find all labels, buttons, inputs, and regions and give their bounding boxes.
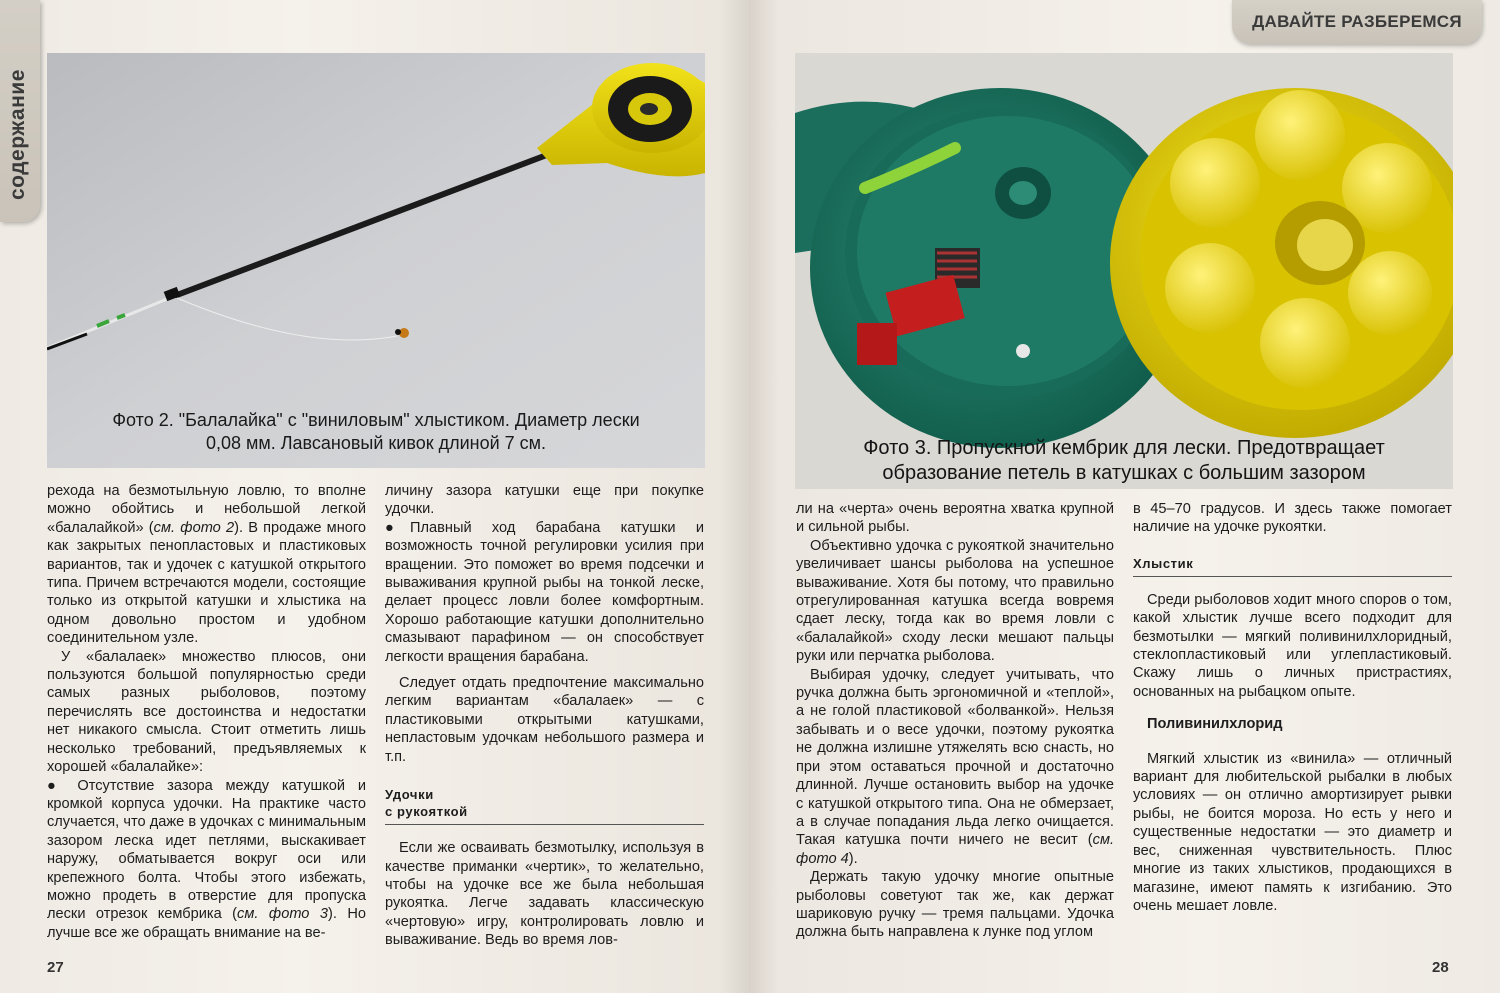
photo-2-caption-line1: Фото 2. "Балалайка" с "виниловым" хлыстиком. Диаметр лески xyxy=(112,410,640,430)
photo-3 xyxy=(795,53,1453,489)
col4-paragraph-3: Мягкий хлыстик из «винила» — отличный вариант для любительской рыбалки в любых условиях — он отлично амортизирует рывки рыбы, не боится мороза. Но есть у него и существенные недостатки — это диаметр и вес, сниженная чувствительность. Плюс многие из таких хлыстиков, продающихся в магазине, имеют память к изгибанию. Это очень мешает ловле. xyxy=(1133,750,1452,914)
col3-p3-text-cont: ). xyxy=(848,850,858,867)
contents-side-tab[interactable] xyxy=(0,0,40,222)
col3-paragraph-2: Объективно удочка с рукояткой значительно увеличивает шансы рыболова на успешное вываживание. Хотя бы потому, что правильно отрегулированная катушка всегда вовремя сдает леску, тогда как во время ловли с «балалайкой» сходу лески мешают пальцы руки или перчатка рыболова. xyxy=(796,537,1114,665)
col4-paragraph-1: в 45–70 градусов. И здесь также помогает наличие на удочке рукоятки. xyxy=(1133,501,1452,536)
text-column-3 xyxy=(796,500,1114,942)
photo-4-reference: см. фото 4 xyxy=(796,832,1114,867)
page-number-left: 27 xyxy=(47,959,64,976)
col2-paragraph-4: Если же осваивать безмотылку, используя в качестве приманки «чертик», то желательно, чтобы на удочке все же была небольшая рукоятка. Легче задавать классическую «чертовую» игру, контролировать ловлю и вываживание. Ведь во время лов- xyxy=(385,840,704,949)
text-column-1 xyxy=(47,482,366,942)
photo-3-caption-line1: Фото 3. Пропускной кембрик для лески. Предотвращает xyxy=(863,437,1385,459)
col1-p1-text: рехода на безмотыльную ловлю, то вполне можно обойтись и небольшой легкой «балалайкой» ( xyxy=(47,483,366,536)
col4-paragraph-2: Среди рыболовов ходит много споров о том, какой хлыстик лучше всего подходит для безмотылки — мягкий поливинилхлоридный, стеклопластиковый или углепластиковый. Скажу лишь о личных пристрастиях, основанных на рыбацком опыте. xyxy=(1133,591,1452,700)
text-column-2 xyxy=(385,482,704,950)
col3-paragraph-4: Держать такую удочку многие опытные рыболовы советуют так же, как держат шариковую ручку — тремя пальцами. Удочка должна быть направлена к лунке под углом xyxy=(796,869,1114,941)
col1-p1-text-cont: ). В продаже много как закрытых пенопластовых и пластиковых вариантов, так и удочек с катушкой открытого типа. Причем встречаются модели, состоящие только из открытой катушки и хлыстика на одном довольно простом и удобном соединительном узле. xyxy=(47,519,367,647)
page-number-right: 28 xyxy=(1432,959,1449,976)
balalaika-rod-illustration xyxy=(47,53,705,468)
section-heading-whip: Хлыстик xyxy=(1133,555,1452,577)
col3-p3-text: Выбирая удочку, следует учитывать, что ручка должна быть эргономичной и «теплой», а не голой пластиковой «болванкой». Нельзя забывать и о весе удочки, поэтому рукоятка не должна излишне утяжелять всю снасть, но при этом оставаться прочной и достаточно длинной. Лучше остановить выбор на удочке с катушкой открытого типа. Она не обмерзает, а в случае попадания льда легко очищается. Такая катушка почти ничего не весит ( xyxy=(796,666,1114,849)
col1-paragraph-3 xyxy=(47,777,366,943)
col1-paragraph-2: У «балалаек» множество плюсов, они пользуются большой популярностью среди самых разных рыболовов, поэтому перечислять все достоинства и недостатки нет никакого смысла. Стоит отметить лишь несколько требований, предъявляемых к хорошей «балалайке»: xyxy=(47,648,366,776)
section-heading-line2: с рукояткой xyxy=(385,804,468,820)
photo-2-caption xyxy=(47,409,705,454)
section-heading-rod-with-handle xyxy=(385,786,704,825)
section-header-tab[interactable] xyxy=(1232,0,1482,44)
photo-3-caption-line2: образование петель в катушках с большим зазором xyxy=(882,462,1366,484)
section-heading-line1: Удочки xyxy=(385,787,434,803)
photo-2-caption-line2: 0,08 мм. Лавсановый кивок длиной 7 см. xyxy=(205,432,547,453)
contents-tab-label[interactable]: содержание xyxy=(6,69,29,200)
page-left xyxy=(0,0,749,993)
col1-p3-text-cont: ). Но лучше все же обращать внимание на ве- xyxy=(47,906,366,941)
text-column-4 xyxy=(1133,500,1452,915)
col1-paragraph-1 xyxy=(47,482,366,648)
photo-3-reference: см. фото 3 xyxy=(237,906,328,923)
photo-2 xyxy=(47,53,705,468)
col2-paragraph-3: Следует отдать предпочтение максимально легким вариантам «балалаек» — с пластиковыми открытыми катушками, непластовым удочкам небольшого размера и т.п. xyxy=(385,675,704,765)
col1-p3-text: ● Отсутствие зазора между катушкой и кромкой корпуса удочки. На практике часто случается, что даже в удочках с минимальным зазором леска идет петлями, выскакивает наружу, обматывается вокруг оси или крепежного болта. Чтобы этого избежать, можно продеть в отверстие для пропуска лески отрезок кембрика ( xyxy=(47,777,366,923)
photo-2-reference: см. фото 2 xyxy=(153,519,235,536)
col3-paragraph-1: ли на «черта» очень вероятна хватка крупной и сильной рыбы. xyxy=(796,501,1114,536)
col2-paragraph-2: ●Плавный ход барабана катушки и возможность точной регулировки усилия при вращении. Это поможет во время подсечки и вываживания крупной рыбы на тонкой леске, делает процесс ловли более комфортным. Хорошо работающие катушки дополнительно смазывают парафином — он способствует легкости вращения барабана. xyxy=(385,519,704,665)
photo-3-caption xyxy=(795,436,1453,486)
reel-cambric-illustration xyxy=(795,53,1453,489)
col3-paragraph-3 xyxy=(796,666,1114,868)
page-right xyxy=(749,0,1500,993)
section-header-label[interactable]: ДАВАЙТЕ РАЗБЕРЕМСЯ xyxy=(1252,12,1462,31)
col2-paragraph-1: личину зазора катушки еще при покупке удочки. xyxy=(385,483,704,518)
subsection-heading-pvc: Поливинилхлорид xyxy=(1147,716,1283,733)
